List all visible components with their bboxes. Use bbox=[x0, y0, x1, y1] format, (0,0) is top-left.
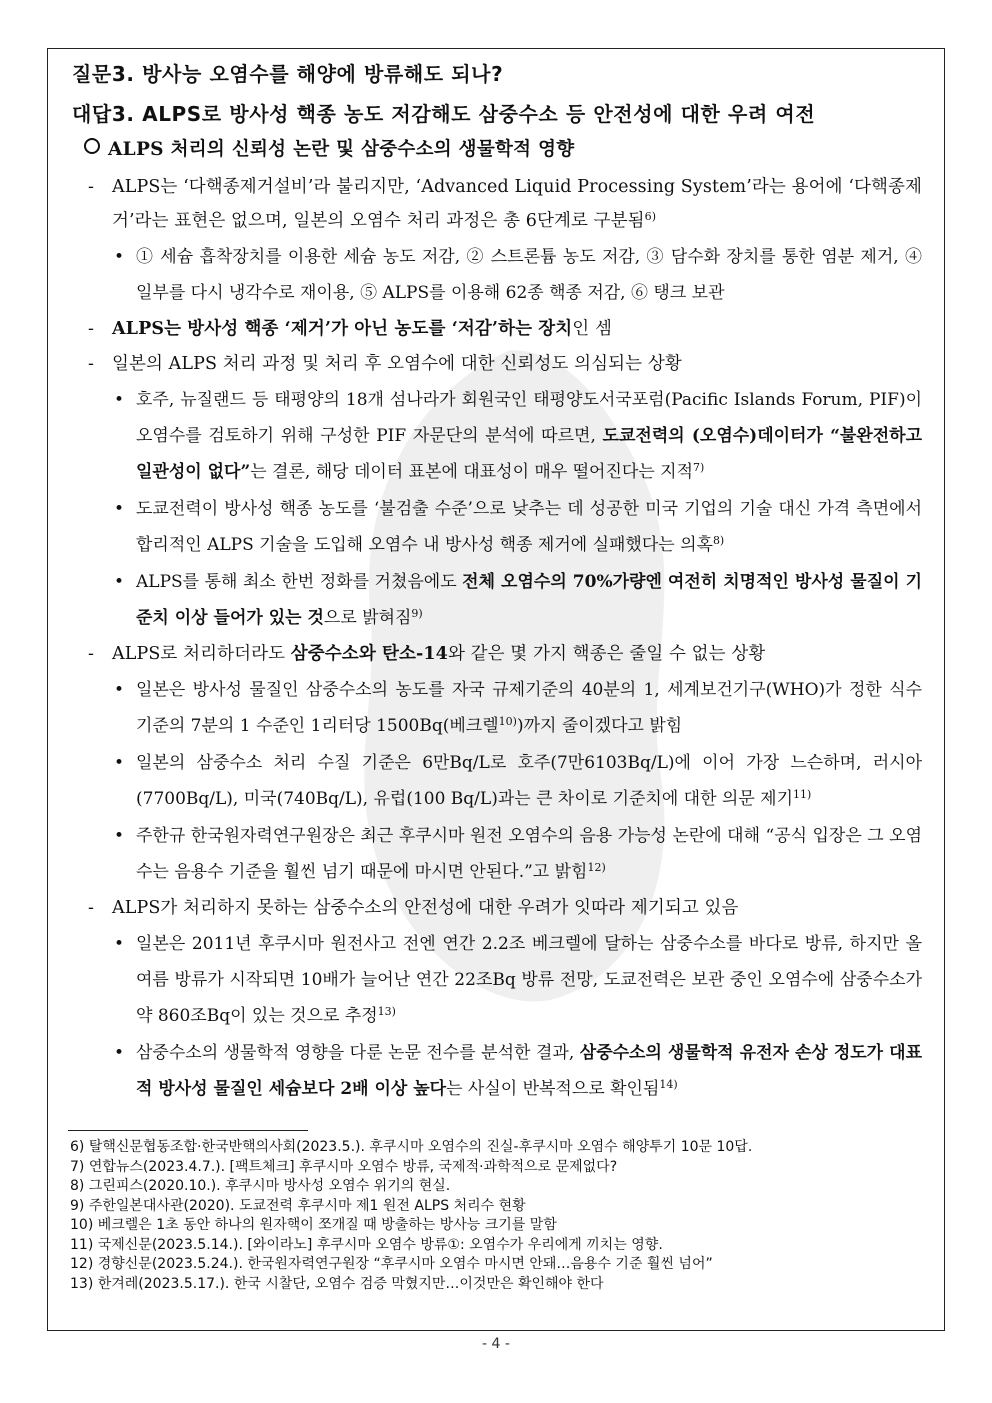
footnote-ref: 12) bbox=[587, 861, 606, 874]
item-text: 으로 밝혀짐 bbox=[323, 608, 412, 628]
item-text: 일본의 ALPS 처리 과정 및 처리 후 오염수에 대한 신뢰성도 의심되는 상황 bbox=[112, 354, 682, 374]
dot-marker: • bbox=[114, 390, 125, 410]
footnote-ref: 9) bbox=[411, 607, 423, 620]
footnote-13: 13) 한겨레(2023.5.17.). 한국 시찰단, 오염수 검증 막혔지만…이것만은 확인해야 한다 bbox=[70, 1275, 604, 1292]
item-bold-text: 도쿄전력의 (오염수)데이터가 “불완전하고 일관성이 없다” bbox=[136, 426, 922, 482]
footnote-ref: 7) bbox=[693, 461, 705, 474]
item-bold-text: 삼중수소의 생물학적 유전자 손상 정도가 대표적 방사성 물질인 세슘보다 2배 이상 높다 bbox=[136, 1043, 922, 1099]
footnote-ref: 6) bbox=[644, 210, 657, 223]
document-body bbox=[72, 60, 922, 1108]
circle-bullet-icon bbox=[84, 138, 100, 154]
footnote-11: 11) 국제신문(2023.5.14.). [와이라노] 후쿠시마 오염수 방류①: 오염수가 우리에게 끼치는 영향. bbox=[70, 1236, 663, 1253]
item-text: 는 사실이 반복적으로 확인됨 bbox=[446, 1079, 660, 1099]
dot-item-biological-effect bbox=[72, 1035, 922, 1107]
dash-marker: - bbox=[88, 354, 95, 374]
dash-marker: - bbox=[88, 898, 95, 918]
item-text: ALPS로 처리하더라도 bbox=[112, 644, 291, 664]
item-text: 일본은 방사성 물질인 삼중수소의 농도를 자국 규제기준의 40분의 1, 세계보건기구(WHO)가 정한 식수 기준의 7분의 1 수준인 1리터당 1500Bq(베크렐 bbox=[136, 680, 922, 736]
footnote-ref: 10) bbox=[498, 715, 517, 728]
section-heading-text: ALPS 처리의 신뢰성 논란 및 삼중수소의 생물학적 영향 bbox=[108, 139, 575, 160]
item-text: ALPS는 ‘다핵종제거설비’라 불리지만, ‘Advanced Liquid Processing System’라는 용어에 ‘다핵종제거’라는 표현은 없으며, 일본의 오염수 처리 과정은 총 6단계로 구분됨 bbox=[112, 177, 922, 231]
dot-marker: • bbox=[114, 680, 125, 700]
footnote-ref: 13) bbox=[377, 1005, 396, 1018]
dash-item-reliability bbox=[72, 347, 922, 381]
dash-item-tritium-safety bbox=[72, 891, 922, 925]
item-text: 도쿄전력이 방사성 핵종 농도를 ‘불검출 수준’으로 낮추는 데 성공한 미국 기업의 기술 대신 가격 측면에서 합리적인 ALPS 기술을 도입해 오염수 내 방사성 핵종 제거에 실패했다는 의혹 bbox=[136, 499, 922, 555]
item-text: 주한규 한국원자력연구원장은 최근 후쿠시마 원전 오염수의 음용 가능성 논란에 대해 “공식 입장은 그 오염수는 음용수 기준을 훨씬 넘기 때문에 마시면 안된다.”고 밝힘 bbox=[136, 826, 922, 882]
dot-marker: • bbox=[114, 826, 125, 846]
dot-marker: • bbox=[114, 1043, 125, 1063]
item-bold-text: 전체 오염수의 70%가량엔 여전히 치명적인 방사성 물질이 기준치 이상 들어가 있는 것 bbox=[136, 572, 923, 628]
footnote-divider bbox=[68, 1130, 308, 1131]
footnote-6: 6) 탈핵신문협동조합·한국반핵의사회(2023.5.). 후쿠시마 오염수의 진실-후쿠시마 오염수 해양투기 10문 10답. bbox=[70, 1139, 753, 1155]
dash-marker: - bbox=[88, 644, 95, 664]
dash-item-alps-name bbox=[72, 170, 922, 238]
item-text: 일본은 2011년 후쿠시마 원전사고 전엔 연간 2.2조 베크렐에 달하는 삼중수소를 바다로 방류, 하지만 올여름 방류가 시작되면 10배가 늘어난 연간 22조Bq 방류 전망, 도쿄전력은 보관 중인 오염수에 삼중수소가 약 860조Bq이 있는 것으로 추정 bbox=[136, 934, 922, 1026]
item-text: 일본의 삼중수소 처리 수질 기준은 6만Bq/L로 호주(7만6103Bq/L)에 이어 가장 느슨하며, 러시아(7700Bq/L), 미국(740Bq/L), 유럽(100 Bq/L)과는 큰 차이로 기준치에 대한 의문 제기 bbox=[136, 753, 922, 809]
footnote-ref: 11) bbox=[793, 788, 812, 801]
item-text: 인 셈 bbox=[572, 319, 612, 339]
dot-marker: • bbox=[114, 934, 125, 954]
dot-item-70-percent bbox=[72, 564, 922, 636]
dot-item-kaeri bbox=[72, 818, 922, 890]
item-text: 호주, 뉴질랜드 등 태평양의 18개 섬나라가 회원국인 태평양도서국포럼(Pacific Islands Forum, PIF)이 오염수를 검토하기 위해 구성한 PIF 자문단의 분석에 따르면, bbox=[136, 390, 922, 446]
item-text: ① 세슘 흡착장치를 이용한 세슘 농도 저감, ② 스트론튬 농도 저감, ③ 담수화 장치를 통한 염분 제거, ④ 일부를 다시 냉각수로 재이용, ⑤ ALPS를 이용해 62종 핵종 저감, ⑥ 탱크 보관 bbox=[136, 247, 922, 303]
dot-item-six-steps bbox=[72, 239, 922, 311]
item-text: 삼중수소의 생물학적 영향을 다룬 논문 전수를 분석한 결과, bbox=[136, 1043, 580, 1063]
question-title: 질문3. 방사능 오염수를 해양에 방류해도 되나? bbox=[72, 62, 504, 86]
dash-item-tritium-carbon bbox=[72, 637, 922, 671]
answer-title: 대답3. ALPS로 방사성 핵종 농도 저감해도 삼중수소 등 안전성에 대한 우려 여전 bbox=[72, 102, 816, 126]
dot-item-discharge-volume bbox=[72, 926, 922, 1034]
item-text: 와 같은 몇 가지 핵종은 줄일 수 없는 상황 bbox=[447, 644, 766, 664]
page-number: - 4 - bbox=[482, 1336, 510, 1352]
dash-marker: - bbox=[88, 177, 95, 197]
dash-item-alps-reduction bbox=[72, 312, 922, 346]
dot-item-us-technology bbox=[72, 491, 922, 563]
dot-marker: • bbox=[114, 572, 125, 592]
footnote-9: 9) 주한일본대사관(2020). 도쿄전력 후쿠시마 제1 원전 ALPS 처리수 현황 bbox=[70, 1197, 526, 1214]
dot-marker: • bbox=[114, 499, 125, 519]
item-text: ALPS를 통해 최소 한번 정화를 거쳤음에도 bbox=[136, 572, 463, 592]
footnote-8: 8) 그린피스(2020.10.). 후쿠시마 방사성 오염수 위기의 현실. bbox=[70, 1178, 451, 1194]
item-bold-text: ALPS는 방사성 핵종 ‘제거’가 아닌 농도를 ‘저감’하는 장치 bbox=[112, 319, 573, 339]
dot-item-pif bbox=[72, 382, 922, 490]
dot-marker: • bbox=[114, 753, 125, 773]
dot-item-1500bq bbox=[72, 672, 922, 744]
footnotes bbox=[70, 1138, 930, 1294]
footnote-ref: 8) bbox=[712, 534, 725, 547]
footnote-7: 7) 연합뉴스(2023.4.7.). [팩트체크] 후쿠시마 오염수 방류, 국제적·과학적으로 문제없다? bbox=[70, 1158, 618, 1175]
item-bold-text: 삼중수소와 탄소-14 bbox=[290, 644, 448, 664]
footnote-10: 10) 베크렐은 1초 동안 하나의 원자핵이 쪼개질 때 방출하는 방사능 크기를 말함 bbox=[70, 1217, 557, 1233]
item-text: 는 결론, 해당 데이터 표본에 대표성이 매우 떨어진다는 지적 bbox=[250, 462, 693, 482]
footnote-12: 12) 경향신문(2023.5.24.). 한국원자력연구원장 “후쿠시마 오염수 마시면 안돼…음용수 기준 훨씬 넘어” bbox=[70, 1256, 713, 1272]
dash-marker: - bbox=[88, 319, 95, 339]
footnote-ref: 14) bbox=[659, 1078, 678, 1091]
item-text: )까지 줄이겠다고 밝힘 bbox=[516, 716, 683, 736]
dot-marker: • bbox=[114, 247, 125, 267]
item-text: ALPS가 처리하지 못하는 삼중수소의 안전성에 대한 우려가 잇따라 제기되고 있음 bbox=[112, 898, 739, 918]
dot-item-standards bbox=[72, 745, 922, 817]
section-heading bbox=[84, 136, 922, 164]
